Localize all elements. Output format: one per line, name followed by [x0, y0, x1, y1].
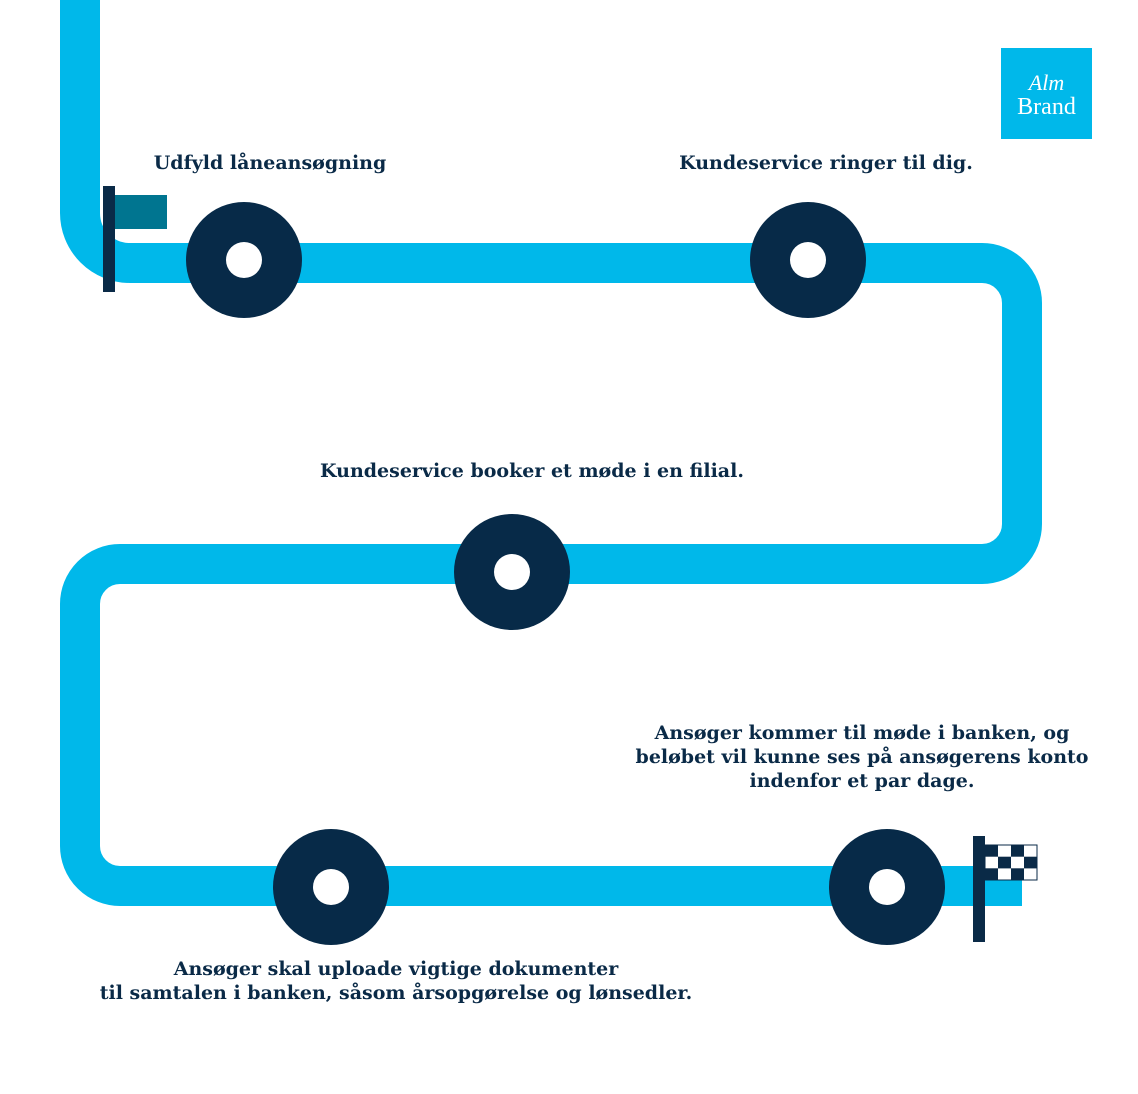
step-label-3 [282, 459, 782, 483]
logo-line-1: Alm [1028, 70, 1065, 95]
step-label-5 [622, 721, 1102, 793]
alm-brand-logo [1001, 48, 1092, 139]
step-label-1-line-1: Udfyld låneansøgning [153, 152, 387, 174]
step-label-5-line-1: Ansøger kommer til møde i banken, og [654, 722, 1070, 744]
step-marker-1 [186, 202, 302, 318]
step-label-1 [70, 151, 470, 175]
step-marker-5 [829, 829, 945, 945]
logo-line-2: Brand [1017, 94, 1076, 120]
step-label-5-line-2: beløbet vil kunne ses på ansøgerens konto [635, 746, 1089, 768]
step-marker-4 [273, 829, 389, 945]
step-label-2 [626, 151, 1026, 175]
step-label-2-line-1: Kundeservice ringer til dig. [679, 152, 973, 174]
step-label-4 [66, 957, 726, 1005]
step-marker-2 [750, 202, 866, 318]
step-marker-3 [454, 514, 570, 630]
step-label-4-line-1: Ansøger skal uploade vigtige dokumenter [173, 958, 619, 980]
step-label-3-line-1: Kundeservice booker et møde i en filial. [320, 460, 744, 482]
step-label-5-line-3: indenfor et par dage. [749, 770, 975, 792]
step-label-4-line-2: til samtalen i banken, såsom årsopgørelse og lønsedler. [99, 982, 693, 1004]
